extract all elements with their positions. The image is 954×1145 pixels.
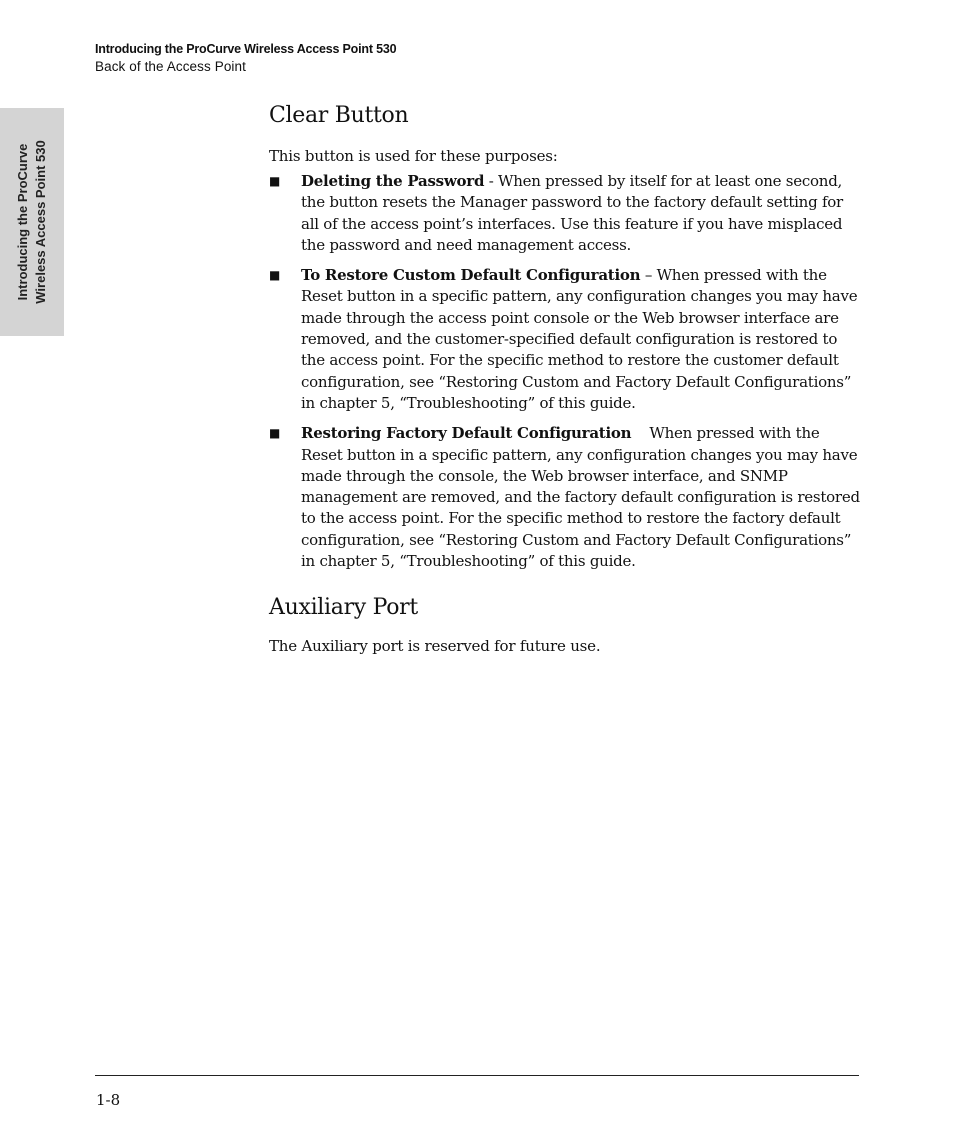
- footer-divider: [95, 1075, 859, 1076]
- side-tab-line-2: Wireless Access Point 530: [33, 140, 48, 304]
- auxiliary-port-text: The Auxiliary port is reserved for future use.: [269, 637, 601, 656]
- running-head-title: Introducing the ProCurve Wireless Access Point 530: [95, 42, 397, 56]
- clear-button-purposes-list: [269, 171, 865, 572]
- list-item: [269, 265, 861, 414]
- side-tab-line-1: Introducing the ProCurve: [15, 143, 30, 301]
- bullet-marker-icon: ■: [269, 426, 281, 441]
- section-heading-clear-button: Clear Button: [269, 103, 409, 128]
- running-head-subtitle: Back of the Access Point: [95, 59, 246, 74]
- list-item-text: When pressed with the Reset button in a specific pattern, any configuration changes you may have made through the console, the Web browser interface, and SNMP management are removed, and the factory default configuration is restored to the access point. For the specific method to restore the factory default configuration, see “Restoring Custom and Factory Default Configurations” in chapter 5, “Troubleshooting” of this guide.: [301, 424, 865, 571]
- page-number: 1-8: [96, 1091, 121, 1109]
- main-content: [269, 100, 865, 657]
- list-item-term: Deleting the Password: [301, 172, 485, 190]
- section-heading-auxiliary-port: Auxiliary Port: [269, 595, 418, 621]
- chapter-side-tab: [0, 108, 64, 336]
- list-item-text: – When pressed with the Reset button in a specific pattern, any configuration changes you may have made through the access point console or the Web browser interface are removed, and the customer-specified default configuration is restored to the access point. For the specific method to restore the customer default configuration, see “Restoring Custom and Factory Default Configurations” in chapter 5, “Troubleshooting” of this guide.: [301, 266, 858, 412]
- list-item-term: Restoring Factory Default Configuration: [301, 424, 632, 443]
- clear-button-intro: This button is used for these purposes:: [269, 147, 558, 165]
- chapter-side-tab-label: [14, 140, 50, 303]
- bullet-marker-icon: ■: [269, 174, 281, 188]
- bullet-marker-icon: ■: [269, 268, 281, 283]
- list-item-term: To Restore Custom Default Configuration: [301, 266, 641, 285]
- list-item: [269, 423, 865, 572]
- list-item-text: - When pressed by itself for at least one second, the button resets the Manager password to the factory default setting for all of the access point’s interfaces. Use this feature if you have misplaced the password and need management access.: [301, 172, 843, 254]
- list-item: [269, 171, 861, 256]
- running-head: [95, 41, 396, 75]
